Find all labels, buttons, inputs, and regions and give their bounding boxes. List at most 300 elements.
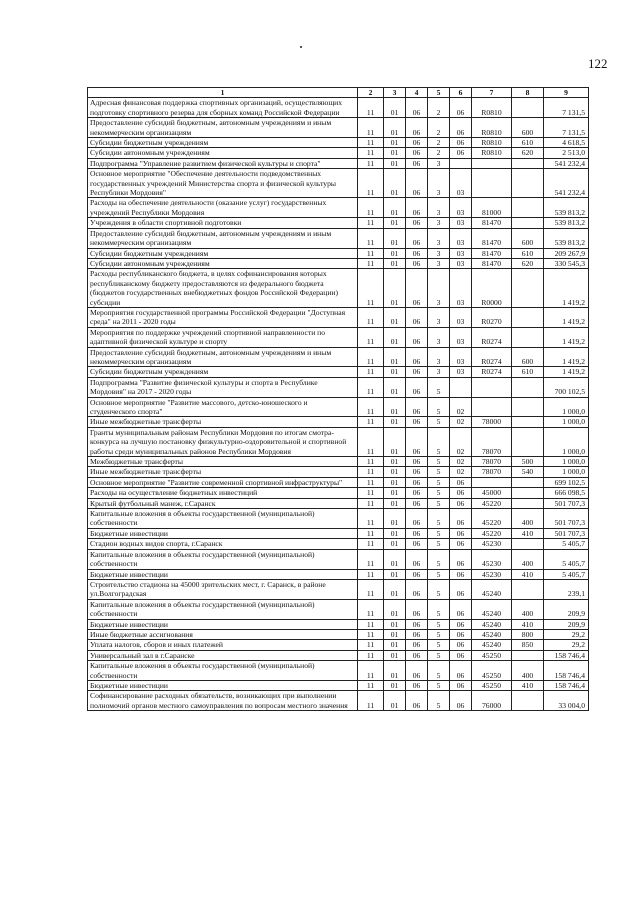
col-4: 06	[406, 228, 428, 248]
col-3: 01	[384, 269, 406, 308]
col-7: 78070	[472, 467, 512, 477]
amount: 666 098,5	[544, 488, 589, 498]
col-8: 610	[512, 367, 544, 377]
col-8	[512, 169, 544, 198]
table-row	[88, 691, 589, 711]
col-6: 03	[450, 169, 472, 198]
col-3: 01	[384, 640, 406, 650]
table-row	[88, 198, 589, 218]
row-name: Основное мероприятие "Обеспечение деятельности подведомственных государственных учреждений Министерства спорта и физической культуры Республики Мордовия"	[88, 169, 358, 198]
col-2: 11	[358, 377, 384, 397]
col-7: 45220	[472, 509, 512, 529]
col-5: 3	[428, 327, 450, 347]
col-2: 11	[358, 661, 384, 681]
col-3: 01	[384, 169, 406, 198]
col-5: 5	[428, 427, 450, 456]
col-6: 06	[450, 528, 472, 538]
col-8	[512, 397, 544, 417]
table-row	[88, 148, 589, 158]
col-8: 400	[512, 509, 544, 529]
row-name: Строительство стадиона на 45000 зрительских мест, г. Саранск, в районе ул.Волгоградская	[88, 579, 358, 599]
col-5: 5	[428, 457, 450, 467]
col-3: 01	[384, 629, 406, 639]
col-7: 45230	[472, 549, 512, 569]
row-name: Гранты муниципальным районам Республики Мордовия по итогам смотра-конкурса на лучшую постановку физкультурно-оздоровительной и спортивной работы среди муниципальных районов Республики Мордовия	[88, 427, 358, 456]
col-4: 06	[406, 377, 428, 397]
col-5: 5	[428, 569, 450, 579]
col-5: 5	[428, 528, 450, 538]
row-name: Бюджетные инвестиции	[88, 569, 358, 579]
col-2: 11	[358, 488, 384, 498]
col-5: 5	[428, 599, 450, 619]
col-4: 06	[406, 248, 428, 258]
col-5: 5	[428, 467, 450, 477]
row-name: Подпрограмма "Управление развитием физической культуры и спорта"	[88, 158, 358, 168]
col-6: 06	[450, 599, 472, 619]
col-5: 3	[428, 248, 450, 258]
amount: 209,9	[544, 599, 589, 619]
col-7: 78070	[472, 457, 512, 467]
col-4: 06	[406, 467, 428, 477]
col-2: 11	[358, 138, 384, 148]
table-row	[88, 650, 589, 660]
col-8: 620	[512, 258, 544, 268]
table-row	[88, 377, 589, 397]
col-5: 5	[428, 691, 450, 711]
amount: 158 746,4	[544, 650, 589, 660]
col-4: 06	[406, 397, 428, 417]
col-2: 11	[358, 269, 384, 308]
table-row	[88, 640, 589, 650]
col-2: 11	[358, 218, 384, 228]
col-header: 9	[544, 88, 589, 98]
col-8: 600	[512, 228, 544, 248]
amount: 158 746,4	[544, 680, 589, 690]
col-5: 5	[428, 417, 450, 427]
col-2: 11	[358, 228, 384, 248]
col-3: 01	[384, 327, 406, 347]
col-4: 06	[406, 661, 428, 681]
amount: 541 232,4	[544, 169, 589, 198]
col-2: 11	[358, 549, 384, 569]
table-row	[88, 509, 589, 529]
table-row	[88, 347, 589, 367]
amount: 5 405,7	[544, 569, 589, 579]
row-name: Софинансирование расходных обязательств, возникающих при выполнении полномочий органов местного самоуправления по вопросам местного значения	[88, 691, 358, 711]
row-name: Субсидии бюджетным учреждениям	[88, 248, 358, 258]
col-6: 06	[450, 539, 472, 549]
amount: 330 545,3	[544, 258, 589, 268]
amount: 1 419,2	[544, 269, 589, 308]
col-7: 45250	[472, 661, 512, 681]
col-2: 11	[358, 397, 384, 417]
col-4: 06	[406, 98, 428, 118]
table-body	[88, 98, 589, 711]
amount: 209 267,9	[544, 248, 589, 258]
row-name: Иные межбюджетные трансферты	[88, 417, 358, 427]
col-5: 5	[428, 477, 450, 487]
row-name: Расходы на обеспечение деятельности (оказание услуг) государственных учреждений Республики Мордовия	[88, 198, 358, 218]
table-row	[88, 427, 589, 456]
col-4: 06	[406, 650, 428, 660]
col-3: 01	[384, 138, 406, 148]
col-4: 06	[406, 477, 428, 487]
row-name: Субсидии бюджетным учреждениям	[88, 367, 358, 377]
row-name: Межбюджетные трансферты	[88, 457, 358, 467]
col-5: 5	[428, 509, 450, 529]
amount: 539 813,2	[544, 228, 589, 248]
row-name: Предоставление субсидий бюджетным, автономным учреждениям и иным некоммерческим организациям	[88, 118, 358, 138]
col-7: R0270	[472, 307, 512, 327]
col-6	[450, 377, 472, 397]
col-6: 06	[450, 118, 472, 138]
col-5: 5	[428, 640, 450, 650]
col-6: 06	[450, 650, 472, 660]
col-5: 2	[428, 148, 450, 158]
col-8	[512, 98, 544, 118]
col-3: 01	[384, 98, 406, 118]
col-3: 01	[384, 148, 406, 158]
col-8	[512, 427, 544, 456]
col-2: 11	[358, 148, 384, 158]
table-row	[88, 457, 589, 467]
col-header: 2	[358, 88, 384, 98]
col-8	[512, 477, 544, 487]
row-name: Иные межбюджетные трансферты	[88, 467, 358, 477]
col-3: 01	[384, 397, 406, 417]
col-6: 06	[450, 640, 472, 650]
table-row	[88, 169, 589, 198]
col-3: 01	[384, 599, 406, 619]
amount: 33 004,0	[544, 691, 589, 711]
col-2: 11	[358, 417, 384, 427]
col-2: 11	[358, 467, 384, 477]
col-6: 03	[450, 269, 472, 308]
col-4: 06	[406, 680, 428, 690]
col-7: 81470	[472, 258, 512, 268]
col-5: 3	[428, 198, 450, 218]
table-row	[88, 488, 589, 498]
amount: 1 419,2	[544, 307, 589, 327]
row-name: Уплата налогов, сборов и иных платежей	[88, 640, 358, 650]
col-7: 45250	[472, 680, 512, 690]
col-6: 06	[450, 619, 472, 629]
col-3: 01	[384, 248, 406, 258]
col-3: 01	[384, 377, 406, 397]
col-2: 11	[358, 258, 384, 268]
col-4: 06	[406, 347, 428, 367]
col-8	[512, 198, 544, 218]
row-name: Бюджетные инвестиции	[88, 528, 358, 538]
row-name: Капитальные вложения в объекты государственной (муниципальной) собственности	[88, 549, 358, 569]
col-7: 45240	[472, 579, 512, 599]
col-8: 410	[512, 680, 544, 690]
col-2: 11	[358, 569, 384, 579]
col-5: 5	[428, 397, 450, 417]
col-3: 01	[384, 528, 406, 538]
col-6: 06	[450, 148, 472, 158]
col-4: 06	[406, 629, 428, 639]
col-8	[512, 691, 544, 711]
col-header: 4	[406, 88, 428, 98]
col-8	[512, 377, 544, 397]
table-row	[88, 158, 589, 168]
row-name: Расходы на осуществление бюджетных инвестиций	[88, 488, 358, 498]
col-5: 5	[428, 650, 450, 660]
col-7: 45240	[472, 640, 512, 650]
amount: 158 746,4	[544, 661, 589, 681]
col-2: 11	[358, 528, 384, 538]
col-8	[512, 579, 544, 599]
col-5: 3	[428, 258, 450, 268]
amount: 1 000,0	[544, 457, 589, 467]
col-5: 5	[428, 498, 450, 508]
row-name: Капитальные вложения в объекты государственной (муниципальной) собственности	[88, 661, 358, 681]
amount: 29,2	[544, 640, 589, 650]
row-name: Стадион водных видов спорта, г.Саранск	[88, 539, 358, 549]
col-2: 11	[358, 118, 384, 138]
col-6: 03	[450, 198, 472, 218]
col-8	[512, 488, 544, 498]
col-7: 45000	[472, 488, 512, 498]
col-7: 81470	[472, 218, 512, 228]
col-header: 3	[384, 88, 406, 98]
table-row	[88, 661, 589, 681]
row-name: Крытый футбольный манеж, г.Саранск	[88, 498, 358, 508]
col-8: 410	[512, 528, 544, 538]
col-2: 11	[358, 691, 384, 711]
row-name: Расходы республиканского бюджета, в целях софинансирования которых республиканскому бюджету предоставляются из федерального бюджета (бюджетов государственных внебюджетных фондов Российской Федерации) субсидии	[88, 269, 358, 308]
col-7: R0000	[472, 269, 512, 308]
col-5: 2	[428, 98, 450, 118]
table-row	[88, 118, 589, 138]
table-row	[88, 417, 589, 427]
col-3: 01	[384, 457, 406, 467]
col-5: 5	[428, 680, 450, 690]
col-6: 06	[450, 661, 472, 681]
table-row	[88, 327, 589, 347]
col-4: 06	[406, 118, 428, 138]
col-6: 06	[450, 680, 472, 690]
col-8	[512, 158, 544, 168]
table-row	[88, 477, 589, 487]
col-6: 03	[450, 258, 472, 268]
table-row	[88, 397, 589, 417]
col-7: 45240	[472, 599, 512, 619]
row-name: Капитальные вложения в объекты государственной (муниципальной) собственности	[88, 599, 358, 619]
col-6: 06	[450, 569, 472, 579]
col-6: 03	[450, 307, 472, 327]
col-7: 78000	[472, 417, 512, 427]
col-5: 5	[428, 579, 450, 599]
col-8: 610	[512, 248, 544, 258]
amount: 541 232,4	[544, 158, 589, 168]
col-6	[450, 158, 472, 168]
table-row	[88, 569, 589, 579]
col-7: R0274	[472, 327, 512, 347]
col-4: 06	[406, 148, 428, 158]
col-4: 06	[406, 198, 428, 218]
amount: 7 131,5	[544, 98, 589, 118]
col-7: 76000	[472, 691, 512, 711]
col-4: 06	[406, 619, 428, 629]
col-2: 11	[358, 619, 384, 629]
table-row	[88, 467, 589, 477]
col-2: 11	[358, 427, 384, 456]
col-4: 06	[406, 498, 428, 508]
col-7: 78070	[472, 427, 512, 456]
amount: 501 707,3	[544, 509, 589, 529]
amount: 5 405,7	[544, 539, 589, 549]
col-6: 02	[450, 457, 472, 467]
col-7: 45250	[472, 650, 512, 660]
col-5: 2	[428, 118, 450, 138]
col-2: 11	[358, 158, 384, 168]
table-row	[88, 539, 589, 549]
row-name: Основное мероприятие "Развитие современной спортивной инфраструктуры"	[88, 477, 358, 487]
row-name: Субсидии бюджетным учреждениям	[88, 138, 358, 148]
col-6: 02	[450, 417, 472, 427]
col-8	[512, 327, 544, 347]
row-name: Иные бюджетные ассигнования	[88, 629, 358, 639]
col-2: 11	[358, 599, 384, 619]
col-4: 06	[406, 549, 428, 569]
col-5: 2	[428, 138, 450, 148]
row-name: Универсальный зал в г.Саранске	[88, 650, 358, 660]
col-3: 01	[384, 680, 406, 690]
col-6: 06	[450, 138, 472, 148]
page-number: 122	[588, 56, 608, 71]
col-8: 540	[512, 467, 544, 477]
row-name: Подпрограмма "Развитие физической культуры и спорта в Республике Мордовия" на 2017 - 2020 годы	[88, 377, 358, 397]
amount: 1 419,2	[544, 327, 589, 347]
amount: 539 813,2	[544, 198, 589, 218]
table-row	[88, 138, 589, 148]
col-4: 06	[406, 138, 428, 148]
col-5: 5	[428, 539, 450, 549]
amount: 1 000,0	[544, 467, 589, 477]
col-7: 81470	[472, 228, 512, 248]
col-6: 06	[450, 509, 472, 529]
col-7	[472, 169, 512, 198]
col-4: 06	[406, 488, 428, 498]
col-2: 11	[358, 579, 384, 599]
col-2: 11	[358, 498, 384, 508]
row-name: Капитальные вложения в объекты государственной (муниципальной) собственности	[88, 509, 358, 529]
table-row	[88, 629, 589, 639]
col-4: 06	[406, 269, 428, 308]
col-4: 06	[406, 691, 428, 711]
col-3: 01	[384, 569, 406, 579]
col-5: 3	[428, 367, 450, 377]
col-3: 01	[384, 509, 406, 529]
col-6: 02	[450, 397, 472, 417]
col-6: 06	[450, 579, 472, 599]
col-8	[512, 218, 544, 228]
col-7	[472, 477, 512, 487]
col-3: 01	[384, 307, 406, 327]
col-8: 610	[512, 138, 544, 148]
col-8	[512, 539, 544, 549]
col-8	[512, 417, 544, 427]
col-5: 3	[428, 218, 450, 228]
col-6: 06	[450, 498, 472, 508]
col-3: 01	[384, 218, 406, 228]
col-2: 11	[358, 198, 384, 218]
col-7: 45230	[472, 569, 512, 579]
table-row	[88, 680, 589, 690]
header-row	[88, 88, 589, 98]
col-8: 400	[512, 661, 544, 681]
col-4: 06	[406, 579, 428, 599]
col-4: 06	[406, 457, 428, 467]
col-3: 01	[384, 661, 406, 681]
col-3: 01	[384, 539, 406, 549]
col-3: 01	[384, 367, 406, 377]
col-3: 01	[384, 498, 406, 508]
table-row	[88, 619, 589, 629]
col-4: 06	[406, 417, 428, 427]
col-3: 01	[384, 488, 406, 498]
col-6: 03	[450, 327, 472, 347]
col-2: 11	[358, 539, 384, 549]
col-6: 03	[450, 367, 472, 377]
table-row	[88, 367, 589, 377]
table-row	[88, 248, 589, 258]
col-6: 06	[450, 98, 472, 118]
col-8: 620	[512, 148, 544, 158]
col-8: 410	[512, 569, 544, 579]
table-row	[88, 218, 589, 228]
col-6: 06	[450, 477, 472, 487]
col-6: 03	[450, 347, 472, 367]
col-4: 06	[406, 528, 428, 538]
col-4: 06	[406, 158, 428, 168]
table-row	[88, 498, 589, 508]
col-8: 600	[512, 118, 544, 138]
col-header: 7	[472, 88, 512, 98]
amount: 501 707,3	[544, 498, 589, 508]
col-2: 11	[358, 477, 384, 487]
col-4: 06	[406, 218, 428, 228]
amount: 2 513,0	[544, 148, 589, 158]
col-6: 02	[450, 467, 472, 477]
col-2: 11	[358, 169, 384, 198]
col-3: 01	[384, 579, 406, 599]
row-name: Мероприятия по поддержке учреждений спортивной направленности по адаптивной физической культуре и спорту	[88, 327, 358, 347]
col-2: 11	[358, 248, 384, 258]
col-header: 1	[88, 88, 358, 98]
col-7: R0810	[472, 118, 512, 138]
row-name: Субсидии автономным учреждениям	[88, 258, 358, 268]
col-2: 11	[358, 347, 384, 367]
col-8: 850	[512, 640, 544, 650]
col-5: 3	[428, 347, 450, 367]
col-7: 45220	[472, 498, 512, 508]
col-4: 06	[406, 640, 428, 650]
col-6: 06	[450, 691, 472, 711]
col-5: 5	[428, 661, 450, 681]
col-3: 01	[384, 619, 406, 629]
row-name: Учреждения в области спортивной подготовки	[88, 218, 358, 228]
amount: 209,9	[544, 619, 589, 629]
row-name: Бюджетные инвестиции	[88, 619, 358, 629]
col-8	[512, 269, 544, 308]
col-3: 01	[384, 118, 406, 138]
table-row	[88, 549, 589, 569]
col-3: 01	[384, 417, 406, 427]
col-2: 11	[358, 650, 384, 660]
